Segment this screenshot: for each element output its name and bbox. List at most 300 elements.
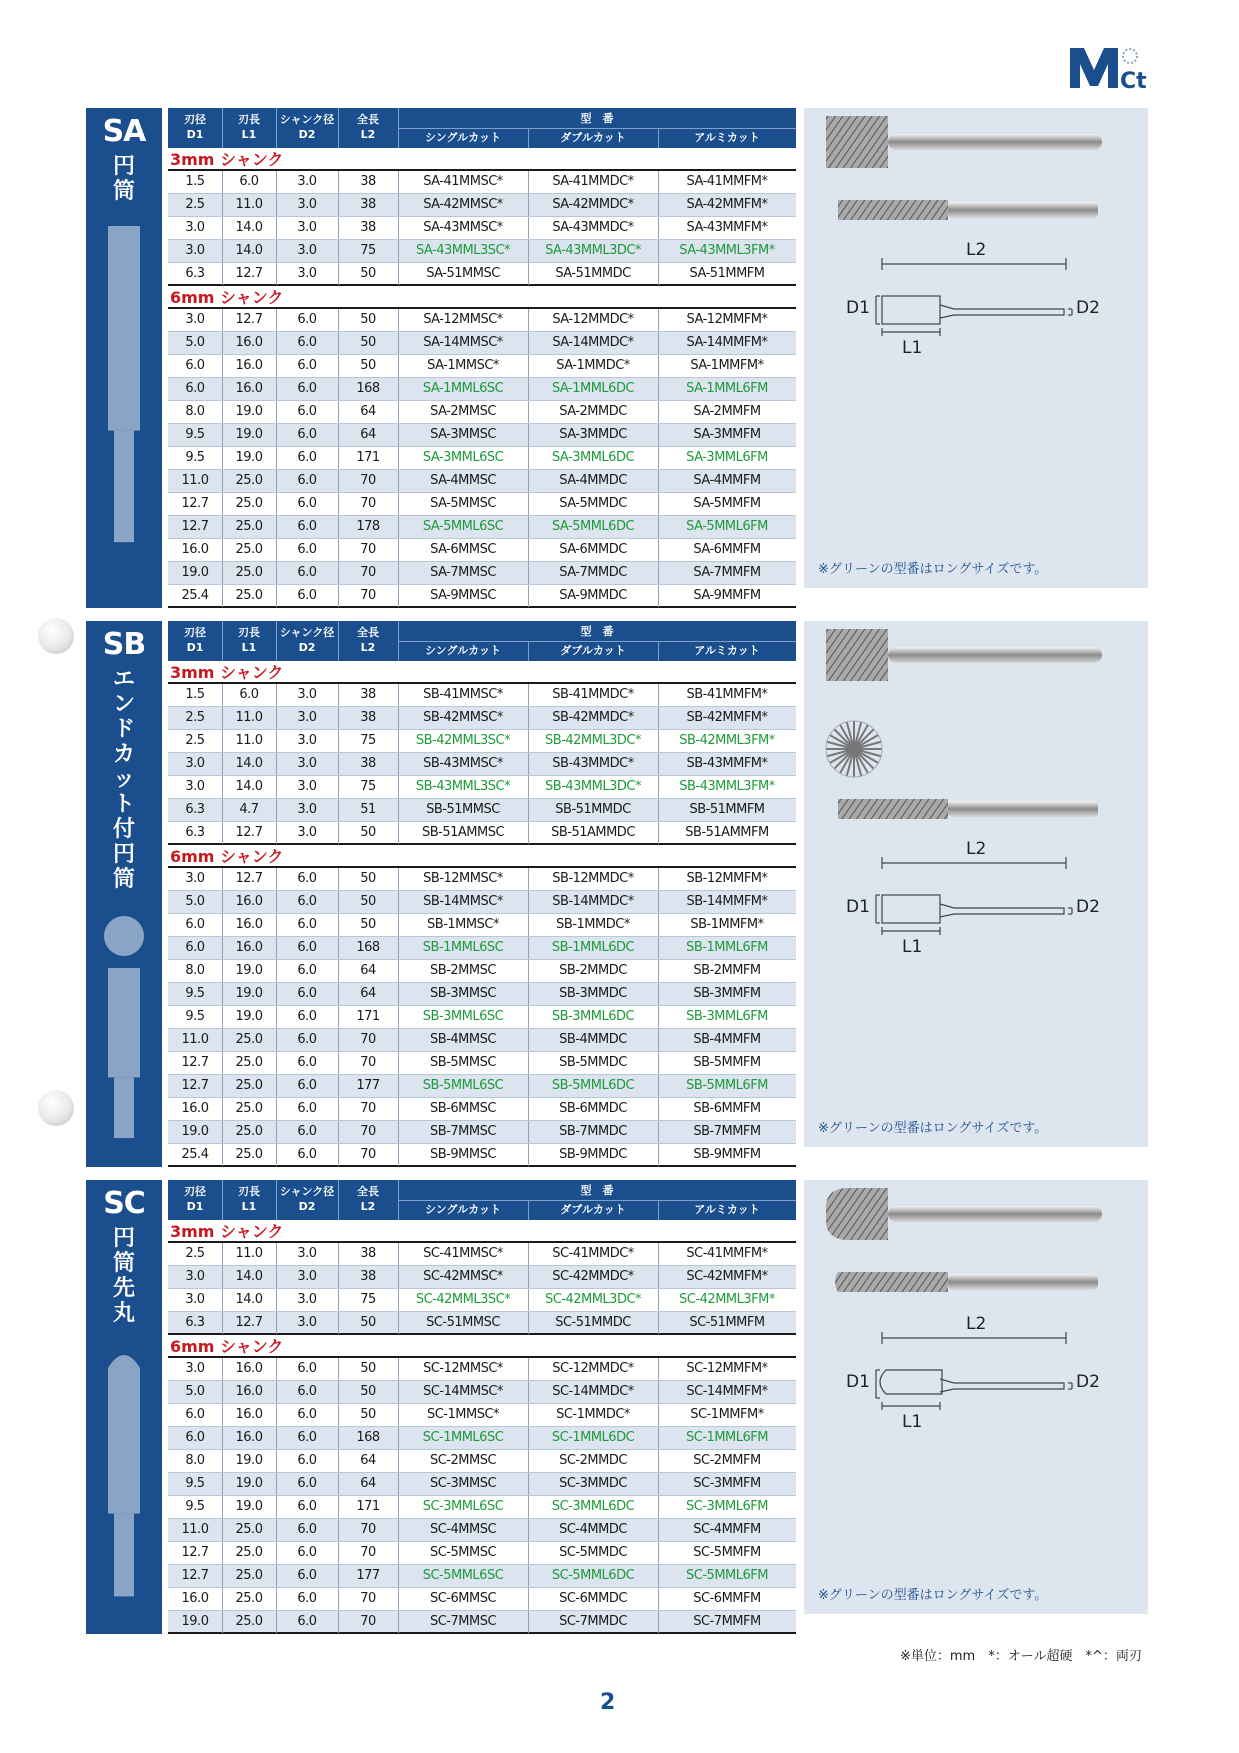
cell-divider — [276, 1289, 277, 1311]
alumi-cut-code: SB-42MML3FM* — [679, 733, 775, 748]
cell-divider — [276, 470, 277, 492]
cell-divider — [222, 1243, 223, 1265]
section-code: SC — [103, 1186, 145, 1221]
header-top-label: 全長 — [357, 1185, 379, 1198]
cell-divider — [398, 1588, 399, 1610]
shank-group-label: 3mm シャンク — [168, 148, 796, 171]
cell-divider — [222, 562, 223, 584]
cell-divider — [222, 1496, 223, 1518]
diameter-cell: 3.0 — [185, 1269, 205, 1284]
cell-divider — [222, 1144, 223, 1166]
shank-cell: 6.0 — [297, 565, 317, 580]
total-length-cell: 75 — [360, 1292, 376, 1307]
cell-divider — [398, 960, 399, 982]
cell-divider — [398, 562, 399, 584]
dim-label-l1: L1 — [902, 1412, 923, 1432]
cell-divider — [338, 424, 339, 446]
single-cut-code: SB-42MML3SC* — [415, 733, 511, 748]
double-cut-code: SA-9MMDC — [559, 588, 627, 603]
alumi-cut-code: SA-5MMFM — [693, 496, 761, 511]
cell-divider — [276, 1611, 277, 1633]
cell-divider — [222, 1381, 223, 1403]
cell-divider — [222, 822, 223, 844]
shank-icon — [888, 134, 1102, 150]
diameter-cell: 6.0 — [185, 358, 205, 373]
table-row — [168, 914, 796, 937]
cell-divider — [338, 1289, 339, 1311]
cell-divider — [398, 1542, 399, 1564]
header-top-label: シャンク径 — [279, 626, 335, 639]
cell-divider — [658, 1611, 659, 1633]
table-row — [168, 171, 796, 194]
diameter-cell: 16.0 — [181, 542, 209, 557]
single-cut-code: SC-1MMSC* — [426, 1407, 500, 1422]
double-cut-code: SB-51MMDC — [555, 802, 631, 817]
cell-divider — [222, 1450, 223, 1472]
total-length-cell: 50 — [360, 312, 376, 327]
cell-divider — [276, 447, 277, 469]
total-length-cell: 38 — [360, 1269, 376, 1284]
dim-label-d2: D2 — [1076, 298, 1100, 318]
cell-divider — [338, 240, 339, 262]
cell-divider — [658, 355, 659, 377]
cell-divider — [276, 424, 277, 446]
shank-cell: 6.0 — [297, 1032, 317, 1047]
cell-divider — [338, 707, 339, 729]
cell-divider — [658, 983, 659, 1005]
blade-length-cell: 14.0 — [235, 1269, 263, 1284]
diameter-cell: 19.0 — [181, 1614, 209, 1629]
shank-icon — [888, 647, 1102, 663]
single-cut-code: SC-2MMSC — [429, 1453, 497, 1468]
blade-length-cell: 12.7 — [235, 871, 263, 886]
cell-divider — [398, 822, 399, 844]
diameter-cell: 6.0 — [185, 940, 205, 955]
alumi-cut-code: SC-6MMFM — [693, 1591, 761, 1606]
alumi-cut-code: SB-1MML6FM — [686, 940, 768, 955]
total-length-cell: 50 — [360, 1315, 376, 1330]
diameter-cell: 6.0 — [185, 917, 205, 932]
cell-divider — [276, 1381, 277, 1403]
cell-divider — [658, 332, 659, 354]
total-length-cell: 70 — [360, 473, 376, 488]
cell-divider — [398, 1144, 399, 1166]
alumi-cut-code: SC-7MMFM — [693, 1614, 761, 1629]
header-model: 型 番 — [580, 625, 614, 638]
blade-length-cell: 11.0 — [235, 1246, 263, 1261]
double-cut-code: SA-7MMDC — [559, 565, 627, 580]
cell-divider — [338, 1006, 339, 1028]
header-bottom-label: L2 — [360, 641, 376, 654]
cell-divider — [222, 263, 223, 285]
shank-cell: 3.0 — [297, 825, 317, 840]
cell-divider — [398, 1565, 399, 1587]
dimension-diagram — [876, 1332, 1072, 1410]
dim-label-d1: D1 — [846, 1372, 870, 1392]
header-bottom-label: D1 — [186, 1200, 204, 1213]
shank-cell: 3.0 — [297, 197, 317, 212]
product-illustration-panel — [804, 621, 1148, 1147]
table-row — [168, 1611, 796, 1634]
header-top-label: シャンク径 — [279, 113, 335, 126]
cell-divider — [276, 332, 277, 354]
section-name-char: ト — [112, 792, 135, 817]
alumi-cut-code: SC-5MML6FM — [686, 1568, 768, 1583]
shank-cell: 6.0 — [297, 963, 317, 978]
cell-divider — [398, 493, 399, 515]
cell-divider — [528, 217, 529, 239]
blade-length-cell: 4.7 — [239, 802, 259, 817]
cell-divider — [276, 585, 277, 607]
shank-cell: 3.0 — [297, 1269, 317, 1284]
single-cut-code: SC-51MMSC — [426, 1315, 500, 1330]
total-length-cell: 64 — [360, 1476, 376, 1491]
spec-table — [168, 108, 796, 608]
total-length-cell: 38 — [360, 197, 376, 212]
blade-length-cell: 25.0 — [235, 565, 263, 580]
cell-divider — [528, 868, 529, 890]
cell-divider — [398, 1450, 399, 1472]
cell-divider — [528, 799, 529, 821]
shank-cell: 6.0 — [297, 404, 317, 419]
header-d2 — [276, 112, 338, 142]
long-size-note: ※グリーンの型番はロングサイズです。 — [818, 562, 1048, 577]
section-name-char: 筒 — [112, 1251, 135, 1276]
table-row — [168, 1404, 796, 1427]
spec-table — [168, 1180, 796, 1634]
alumi-cut-code: SC-51MMFM — [689, 1315, 765, 1330]
cell-divider — [222, 171, 223, 193]
cell-divider — [276, 1052, 277, 1074]
header-bottom-label: L1 — [241, 128, 257, 141]
diameter-cell: 1.5 — [185, 174, 205, 189]
header-divider — [222, 108, 223, 148]
header-model: 型 番 — [580, 112, 614, 125]
cell-divider — [338, 1588, 339, 1610]
header-divider — [528, 128, 529, 148]
cell-divider — [222, 983, 223, 1005]
cell-divider — [658, 470, 659, 492]
blade-length-cell: 25.0 — [235, 1032, 263, 1047]
cell-divider — [528, 493, 529, 515]
cell-divider — [276, 1404, 277, 1426]
long-size-note: ※グリーンの型番はロングサイズです。 — [818, 1588, 1048, 1603]
single-cut-code: SB-12MMSC* — [423, 871, 503, 886]
total-length-cell: 38 — [360, 1246, 376, 1261]
cell-divider — [338, 1611, 339, 1633]
page-number: 2 — [600, 1690, 616, 1715]
blade-length-cell: 12.7 — [235, 1315, 263, 1330]
table-row — [168, 891, 796, 914]
cell-divider — [658, 516, 659, 538]
total-length-cell: 64 — [360, 404, 376, 419]
cell-divider — [276, 707, 277, 729]
cell-divider — [222, 355, 223, 377]
burr-silhouette-icon — [86, 914, 162, 1157]
shank-group-label: 6mm シャンク — [168, 286, 796, 309]
cell-divider — [528, 1144, 529, 1166]
shank-cell: 6.0 — [297, 358, 317, 373]
table-row — [168, 1473, 796, 1496]
diameter-cell: 11.0 — [181, 1522, 209, 1537]
blade-length-cell: 6.0 — [239, 174, 259, 189]
cell-divider — [276, 730, 277, 752]
single-cut-code: SC-1MML6SC — [422, 1430, 504, 1445]
cell-divider — [398, 937, 399, 959]
total-length-cell: 70 — [360, 1101, 376, 1116]
total-length-cell: 64 — [360, 427, 376, 442]
table-row — [168, 1450, 796, 1473]
cell-divider — [276, 401, 277, 423]
single-cut-code: SB-42MMSC* — [423, 710, 503, 725]
cell-divider — [658, 585, 659, 607]
long-shank-icon — [948, 801, 1098, 817]
total-length-cell: 38 — [360, 687, 376, 702]
single-cut-code: SB-3MMSC — [430, 986, 496, 1001]
blade-length-cell: 14.0 — [235, 220, 263, 235]
double-cut-code: SB-2MMDC — [559, 963, 627, 978]
table-row — [168, 493, 796, 516]
double-cut-code: SC-7MMDC — [559, 1614, 627, 1629]
header-model: 型 番 — [580, 1184, 614, 1197]
header-top-label: 全長 — [357, 626, 379, 639]
cell-divider — [398, 1496, 399, 1518]
section-sa — [86, 108, 1148, 608]
table-row — [168, 1381, 796, 1404]
alumi-cut-code: SB-1MMFM* — [690, 917, 764, 932]
header-top-label: 刃径 — [184, 113, 206, 126]
single-cut-code: SB-6MMSC — [430, 1101, 496, 1116]
diameter-cell: 16.0 — [181, 1591, 209, 1606]
cell-divider — [398, 332, 399, 354]
alumi-cut-code: SB-5MMFM — [693, 1055, 761, 1070]
alumi-cut-code: SB-7MMFM — [693, 1124, 761, 1139]
table-row — [168, 1358, 796, 1381]
diameter-cell: 12.7 — [181, 1055, 209, 1070]
unit-footnote: ※単位：mm *：オール超硬 *^：両刃 — [900, 1649, 1142, 1664]
header-l2 — [338, 625, 398, 655]
table-row — [168, 1289, 796, 1312]
cell-divider — [338, 470, 339, 492]
section-name-char: 円 — [112, 1226, 135, 1251]
cell-divider — [528, 684, 529, 706]
cell-divider — [528, 171, 529, 193]
alumi-cut-code: SC-41MMFM* — [686, 1246, 768, 1261]
header-bottom-label: D1 — [186, 128, 204, 141]
cell-divider — [222, 1121, 223, 1143]
cell-divider — [222, 730, 223, 752]
burr-head-icon — [826, 1188, 888, 1240]
cell-divider — [276, 753, 277, 775]
header-double: ダブルカット — [560, 131, 626, 144]
cell-divider — [528, 753, 529, 775]
single-cut-code: SA-42MMSC* — [423, 197, 503, 212]
shank-cell: 6.0 — [297, 1147, 317, 1162]
double-cut-code: SA-4MMDC — [559, 473, 627, 488]
cell-divider — [338, 891, 339, 913]
section-name-char: エ — [112, 667, 135, 692]
cell-divider — [276, 539, 277, 561]
cell-divider — [338, 309, 339, 331]
blade-length-cell: 11.0 — [235, 710, 263, 725]
cell-divider — [338, 1565, 339, 1587]
cell-divider — [222, 240, 223, 262]
cell-divider — [658, 707, 659, 729]
cell-divider — [398, 355, 399, 377]
single-cut-code: SB-43MMSC* — [423, 756, 503, 771]
burr-product-photo — [804, 621, 1148, 1147]
cell-divider — [658, 217, 659, 239]
shank-group-label: 3mm シャンク — [168, 1220, 796, 1243]
cell-divider — [338, 937, 339, 959]
double-cut-code: SB-42MML3DC* — [545, 733, 641, 748]
blade-length-cell: 14.0 — [235, 779, 263, 794]
blade-length-cell: 12.7 — [235, 312, 263, 327]
total-length-cell: 64 — [360, 1453, 376, 1468]
cell-divider — [338, 753, 339, 775]
cell-divider — [338, 194, 339, 216]
alumi-cut-code: SB-14MMFM* — [686, 894, 768, 909]
burr-silhouette-icon — [86, 226, 162, 598]
header-divider — [276, 621, 277, 661]
cell-divider — [338, 1450, 339, 1472]
product-illustration-panel — [804, 1180, 1148, 1614]
double-cut-code: SC-5MMDC — [559, 1545, 627, 1560]
cell-divider — [338, 868, 339, 890]
alumi-cut-code: SC-5MMFM — [693, 1545, 761, 1560]
header-d2 — [276, 625, 338, 655]
header-divider — [398, 641, 796, 642]
cell-divider — [528, 776, 529, 798]
table-row — [168, 937, 796, 960]
cell-divider — [528, 822, 529, 844]
cell-divider — [658, 1006, 659, 1028]
total-length-cell: 50 — [360, 266, 376, 281]
blade-length-cell: 25.0 — [235, 496, 263, 511]
long-shank-icon — [948, 202, 1098, 218]
cell-divider — [528, 1611, 529, 1633]
cell-divider — [222, 1029, 223, 1051]
section-name-char: 筒 — [112, 179, 135, 204]
diameter-cell: 6.3 — [185, 1315, 205, 1330]
cell-divider — [528, 1266, 529, 1288]
long-burr-head-icon — [835, 1272, 948, 1292]
dim-label-l2: L2 — [966, 1314, 987, 1334]
alumi-cut-code: SA-1MML6FM — [686, 381, 768, 396]
cell-divider — [398, 1098, 399, 1120]
shank-cell: 6.0 — [297, 1009, 317, 1024]
cell-divider — [658, 1404, 659, 1426]
cell-divider — [528, 1358, 529, 1380]
shank-cell: 6.0 — [297, 1568, 317, 1583]
cell-divider — [658, 753, 659, 775]
cell-divider — [222, 776, 223, 798]
cell-divider — [338, 1473, 339, 1495]
cell-divider — [222, 424, 223, 446]
diameter-cell: 3.0 — [185, 779, 205, 794]
alumi-cut-code: SA-42MMFM* — [686, 197, 768, 212]
cell-divider — [222, 1052, 223, 1074]
diameter-cell: 1.5 — [185, 687, 205, 702]
diameter-cell: 12.7 — [181, 1078, 209, 1093]
table-row — [168, 194, 796, 217]
cell-divider — [528, 1542, 529, 1564]
total-length-cell: 171 — [356, 1009, 380, 1024]
blade-length-cell: 25.0 — [235, 1147, 263, 1162]
cell-divider — [398, 1427, 399, 1449]
cell-divider — [528, 1450, 529, 1472]
single-cut-code: SB-5MML6SC — [422, 1078, 504, 1093]
diameter-cell: 9.5 — [185, 427, 205, 442]
diameter-cell: 3.0 — [185, 1292, 205, 1307]
cell-divider — [222, 1289, 223, 1311]
alumi-cut-code: SA-43MML3FM* — [679, 243, 775, 258]
cell-divider — [398, 914, 399, 936]
cell-divider — [276, 171, 277, 193]
shank-cell: 6.0 — [297, 871, 317, 886]
double-cut-code: SC-12MMDC* — [552, 1361, 634, 1376]
shank-cell: 6.0 — [297, 450, 317, 465]
diameter-cell: 3.0 — [185, 1361, 205, 1376]
cell-divider — [338, 1266, 339, 1288]
cell-divider — [222, 516, 223, 538]
long-burr-head-icon — [838, 799, 948, 819]
cell-divider — [658, 799, 659, 821]
total-length-cell: 38 — [360, 174, 376, 189]
single-cut-code: SA-3MML6SC — [422, 450, 504, 465]
cell-divider — [528, 1404, 529, 1426]
end-cut-icon — [826, 721, 882, 777]
shank-cell: 3.0 — [297, 266, 317, 281]
alumi-cut-code: SB-9MMFM — [693, 1147, 761, 1162]
header-top-label: シャンク径 — [279, 1185, 335, 1198]
dim-label-d2: D2 — [1076, 897, 1100, 917]
alumi-cut-code: SA-2MMFM — [693, 404, 761, 419]
cell-divider — [276, 1098, 277, 1120]
cell-divider — [398, 1052, 399, 1074]
svg-text:Ct: Ct — [1120, 69, 1147, 92]
cell-divider — [398, 1473, 399, 1495]
blade-length-cell: 12.7 — [235, 825, 263, 840]
blade-length-cell: 19.0 — [235, 1499, 263, 1514]
diameter-cell: 6.3 — [185, 266, 205, 281]
total-length-cell: 70 — [360, 1032, 376, 1047]
cell-divider — [338, 1542, 339, 1564]
table-row — [168, 447, 796, 470]
header-d1 — [168, 625, 222, 655]
shank-cell: 3.0 — [297, 174, 317, 189]
cell-divider — [528, 447, 529, 469]
cell-divider — [276, 868, 277, 890]
cell-divider — [528, 309, 529, 331]
cell-divider — [658, 424, 659, 446]
header-bottom-label: D2 — [298, 1200, 316, 1213]
cell-divider — [338, 1404, 339, 1426]
cell-divider — [528, 960, 529, 982]
header-divider — [398, 128, 796, 129]
cell-divider — [528, 707, 529, 729]
cell-divider — [528, 1121, 529, 1143]
single-cut-code: SC-6MMSC — [429, 1591, 497, 1606]
section-name — [86, 667, 162, 892]
table-row — [168, 684, 796, 707]
cell-divider — [222, 1312, 223, 1334]
blade-length-cell: 19.0 — [235, 404, 263, 419]
header-top-label: 全長 — [357, 113, 379, 126]
dim-label-d1: D1 — [846, 897, 870, 917]
cell-divider — [222, 1427, 223, 1449]
diameter-cell: 9.5 — [185, 1476, 205, 1491]
